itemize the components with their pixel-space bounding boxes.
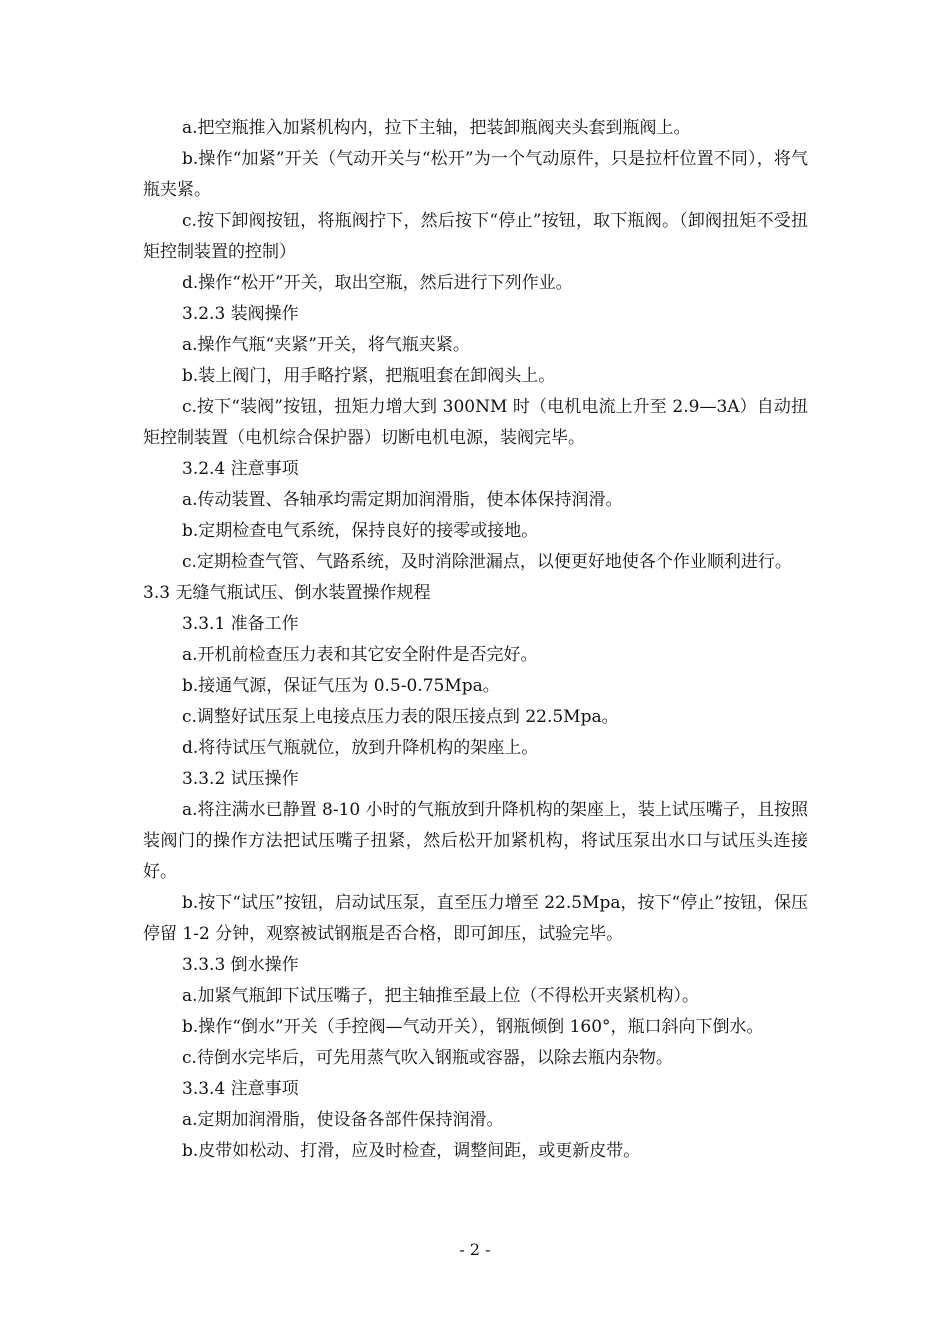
paragraph-notes-c: c.定期检查气管、气路系统，及时消除泄漏点，以便更好地使各个作业顺利进行。 (182, 552, 792, 572)
paragraph-unload-c: c.按下卸阀按钮，将瓶阀拧下，然后按下“停止”按钮，取下瓶阀。（卸阀扭矩不受扭矩控制装置的控制） (143, 211, 808, 262)
heading-3-3-4: 3.3.4 注意事项 (182, 1079, 299, 1099)
paragraph-test-b: b.按下“试压”按钮，启动试压泵，直至压力增至 22.5Mpa，按下“停止”按钮，保压停留 1-2 分钟，观察被试钢瓶是否合格，即可卸压，试验完毕。 (143, 893, 808, 944)
paragraph-drain-b: b.操作“倒水”开关（手控阀—气动开关），钢瓶倾倒 160°，瓶口斜向下倒水。 (182, 1017, 764, 1037)
heading-3-2-3: 3.2.3 装阀操作 (182, 304, 299, 324)
paragraph-notes-b: b.定期检查电气系统，保持良好的接零或接地。 (182, 521, 539, 541)
heading-3-3-3: 3.3.3 倒水操作 (182, 955, 299, 975)
paragraph-test-a: a.将注满水已静置 8-10 小时的气瓶放到升降机构的架座上，装上试压嘴子，且按照装阀门的操作方法把试压嘴子扭紧，然后松开加紧机构，将试压泵出水口与试压头连接好。 (143, 800, 808, 882)
paragraph-maint-a: a.定期加润滑脂，使设备各部件保持润滑。 (182, 1110, 504, 1130)
paragraph-prep-b: b.接通气源，保证气压为 0.5-0.75Mpa。 (182, 676, 500, 696)
paragraph-drain-a: a.加紧气瓶卸下试压嘴子，把主轴推至最上位（不得松开夹紧机构）。 (182, 986, 700, 1006)
paragraph-prep-d: d.将待试压气瓶就位，放到升降机构的架座上。 (182, 738, 539, 758)
paragraph-notes-a: a.传动装置、各轴承均需定期加润滑脂，使本体保持润滑。 (182, 490, 623, 510)
paragraph-prep-c: c.调整好试压泵上电接点压力表的限压接点到 22.5Mpa。 (182, 707, 619, 727)
heading-3-2-4: 3.2.4 注意事项 (182, 459, 299, 479)
paragraph-drain-c: c.待倒水完毕后，可先用蒸气吹入钢瓶或容器，以除去瓶内杂物。 (182, 1048, 673, 1068)
document-body (143, 113, 808, 1167)
heading-3-3-2: 3.3.2 试压操作 (182, 769, 299, 789)
paragraph-install-a: a.操作气瓶“夹紧”开关，将气瓶夹紧。 (182, 335, 470, 355)
paragraph-maint-b: b.皮带如松动、打滑，应及时检查，调整间距，或更新皮带。 (182, 1141, 641, 1161)
heading-3-3-1: 3.3.1 准备工作 (182, 614, 299, 634)
heading-3-3: 3.3 无缝气瓶试压、倒水装置操作规程 (143, 583, 431, 603)
paragraph-install-c: c.按下“装阀”按钮，扭矩力增大到 300NM 时（电机电流上升至 2.9—3A）自动扭矩控制装置（电机综合保护器）切断电机电源，装阀完毕。 (143, 397, 808, 448)
paragraph-install-b: b.装上阀门，用手略拧紧，把瓶咀套在卸阀头上。 (182, 366, 556, 386)
paragraph-prep-a: a.开机前检查压力表和其它安全附件是否完好。 (182, 645, 538, 665)
paragraph-unload-a: a.把空瓶推入加紧机构内，拉下主轴，把装卸瓶阀夹头套到瓶阀上。 (182, 118, 691, 138)
paragraph-unload-b: b.操作“加紧”开关（气动开关与“松开”为一个气动原件，只是拉杆位置不同），将气瓶夹紧。 (143, 149, 808, 200)
paragraph-unload-d: d.操作“松开”开关，取出空瓶，然后进行下列作业。 (182, 273, 573, 293)
page-number: - 2 - (459, 1240, 491, 1259)
